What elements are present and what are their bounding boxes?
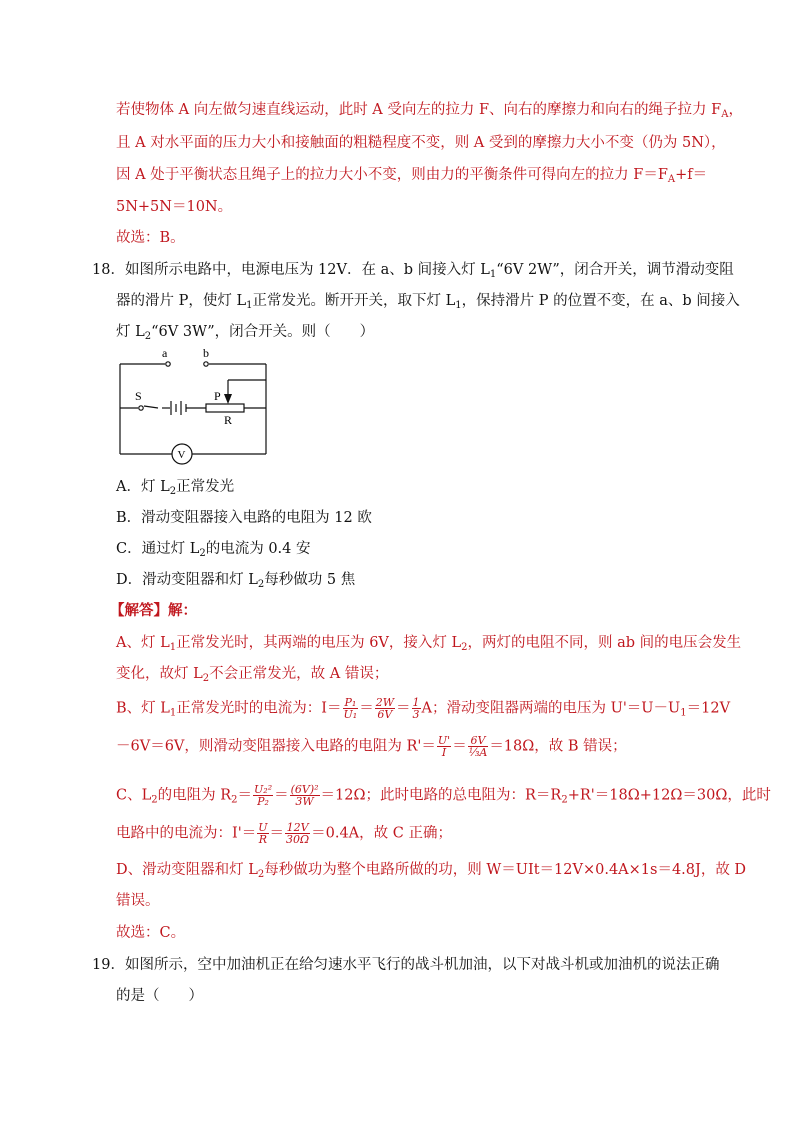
rheostat-label: R [224, 413, 233, 427]
solution-d-line-1: D、滑动变阻器和灯 $L_2$每秒做功为整个电路所做的功，则 W＝UIt＝12V×0.4A×1s＝4.8J，故 D [116, 862, 747, 880]
fraction: $\frac{U}{R}$ [258, 821, 268, 846]
fraction: $\frac{\text{U₂²}}{\text{P₂}}$ [254, 783, 273, 808]
option-a: A．灯 $L_2$正常发光 [116, 479, 235, 497]
solution-b-line-2: －6V＝6V，则滑动变阻器接入电路的电阻为 R'＝ $\frac{U'}{I}$ ＝ $\frac{6V}{\text{⅓A}}$ ＝18Ω，故 B 错误； [116, 734, 627, 759]
prev-solution-line-1: 若使物体 A 向左做匀速直线运动，此时 A 受向左的拉力 F、向右的摩擦力和向右的绳子拉力 $F_A$， [116, 102, 743, 120]
option-d: D．滑动变阻器和灯 $L_2$每秒做功 5 焦 [116, 572, 356, 590]
option-c: C．通过灯 $L_2$的电流为 0.4 安 [116, 541, 311, 559]
terminal-b-label: b [203, 346, 209, 360]
q18-line-3: 灯 $L_2“6V$ 3W”，闭合开关。则（ ） [116, 324, 375, 342]
option-b: B．滑动变阻器接入电路的电阻为 12 欧 [116, 510, 372, 526]
fraction: $\frac{12V}{30\Omega}$ [286, 821, 310, 846]
q18-answer: 故选：C。 [116, 925, 186, 941]
fraction: $\frac{6V}{\text{⅓A}}$ [468, 734, 488, 759]
fraction: $\frac{1}{3}$ [412, 696, 420, 721]
q19-line-1: 19．如图所示，空中加油机正在给匀速水平飞行的战斗机加油，以下对战斗机或加油机的说法正确 [92, 957, 720, 973]
solution-a-line-2: 变化，故灯 $L_2$不会正常发光，故 A 错误； [116, 666, 389, 684]
prev-solution-line-2: 且 A 对水平面的压力大小和接触面的粗糙程度不变，则 A 受到的摩擦力大小不变（仍为 5N）， [116, 135, 726, 151]
solution-b-line-1: B、灯 $L_1$正常发光时的电流为：I＝ $\frac{\text{P₁}}{\text{U₁}}$ ＝ $\frac{2W}{6V}$ ＝ $\frac{1}{3}$ A；滑动变阻器两端的电压为 $U'=U-U_1=12V$ [116, 696, 731, 721]
fraction: $\frac{U'}{I}$ [437, 734, 451, 759]
solution-c-line-1: C、$L_2$的电阻为 $R_2=$ $\frac{\text{U₂²}}{\text{P₂}}$ ＝ $\frac{\text{(6V)²}}{3W}$ ＝12Ω；此时电路的总电阻为：$R=R_2+R'=18\Omega+12\Omega=30\Omega$，此时 [116, 783, 771, 808]
switch-label: S [135, 389, 142, 403]
prev-solution-line-3: 因 A 处于平衡状态且绳子上的拉力大小不变，则由力的平衡条件可得向左的拉力 $F=F_A+f=$ [116, 167, 708, 185]
slider-arrow [224, 394, 232, 404]
prev-answer: 故选：B。 [116, 230, 185, 246]
q19-line-2: 的是（ ） [116, 988, 203, 1004]
q18-line-2: 器的滑片 P，使灯 $L_1$正常发光。断开开关，取下灯 $L_1$，保持滑片 P 的位置不变，在 a、b 间接入 [116, 293, 740, 311]
solution-label: 【解答】解： [110, 602, 197, 619]
solution-c-line-2: 电路中的电流为：I'＝ $\frac{U}{R}$ ＝ $\frac{12V}{30\Omega}$ ＝0.4A，故 C 正确； [116, 821, 452, 846]
q18-line-1: 18．如图所示电路中，电源电压为 12V．在 a、b 间接入灯 $L_1“6V$ 2W”，闭合开关，调节滑动变阻 [92, 262, 734, 280]
solution-a-line-1: A、灯 $L_1$正常发光时，其两端的电压为 6V，接入灯 $L_2$，两灯的电阻不同，则 ab 间的电压会发生 [116, 635, 742, 653]
fraction: $\frac{2W}{6V}$ [375, 696, 395, 721]
terminal-a-label: a [162, 346, 168, 360]
slider-label: P [214, 389, 221, 403]
voltmeter-label: V [177, 449, 186, 461]
circuit-diagram [110, 344, 280, 469]
solution-d-line-2: 错误。 [116, 893, 160, 909]
prev-solution-line-4: 5N+5N＝10N。 [116, 199, 233, 215]
fraction: $\frac{\text{P₁}}{\text{U₁}}$ [343, 696, 358, 721]
fraction: $\frac{\text{(6V)²}}{3W}$ [290, 783, 319, 808]
